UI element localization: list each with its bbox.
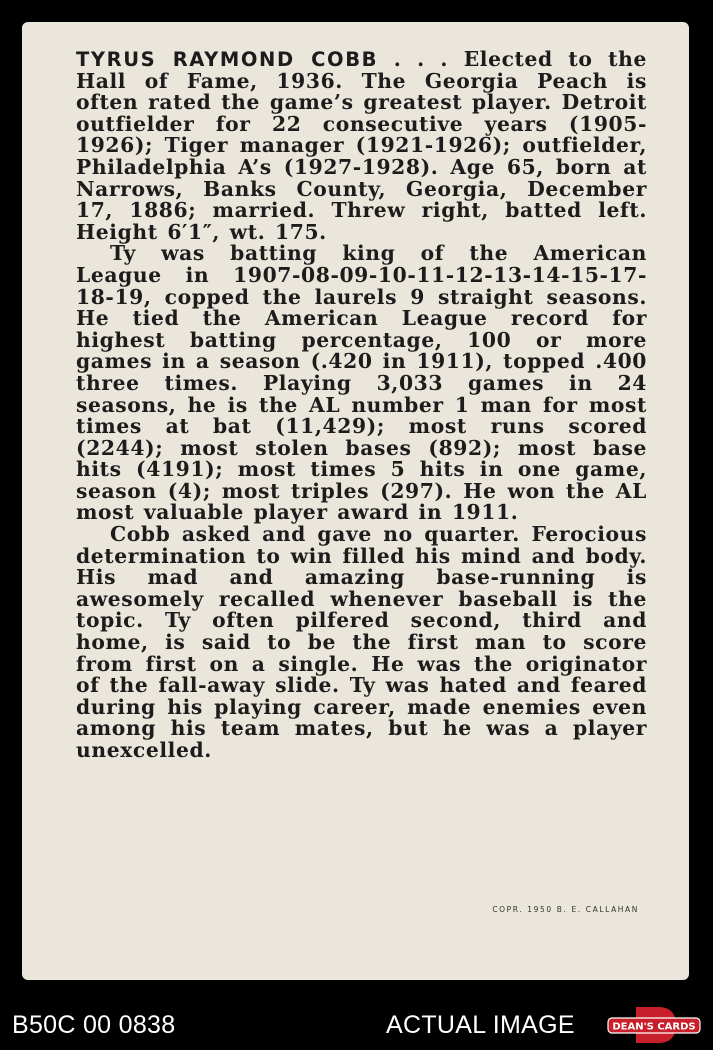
bio-paragraph-2: Ty was batting king of the American League in 1907-08-09-10-11-12-13-14-15-17-18-19, copped the laurels 9 straight seasons. He tied the American League record for highest batting percentage, 100 or more games in a season (.420 in 1911), topped .400 three times. Playing 3,033 games in 24 seasons, he is the AL number 1 man for most times at bat (11,429); most runs scored (2244); most stolen bases (892); most base hits (4191); most times 5 hits in one game, season (4); most triples (297). He won the AL most valuable player award in 1911.	[76, 241, 647, 525]
player-name-heading: TYRUS RAYMOND COBB	[76, 48, 379, 71]
bio-paragraph-1	[76, 49, 647, 243]
bio-paragraph-3: Cobb asked and gave no quarter. Ferocious determination to win filled his mind and body. His mad and amazing base-running is awesomely recalled whenever baseball is the topic. Ty often pilfered second, third and home, is said to be the first man to score from first on a single. He was the originator of the fall-away slide. Ty was hated and feared during his playing career, made enemies even among his team mates, but he was a player unexcelled.	[76, 522, 647, 762]
card-bio-text	[76, 49, 647, 762]
bio-paragraph-1-text: . . . Elected to the Hall of Fame, 1936. The Georgia Peach is often rated the game’s greatest player. Detroit outfielder for 22 consecutive years (1905-1926); Tiger manager (1921-1926); outfielder, Philadelphia A’s (1927-1928). Age 65, born at Narrows, Banks County, Georgia, December 17, 1886; married. Threw right, batted left. Height 6′1″, wt. 175.	[76, 47, 647, 244]
copyright-notice: COPR. 1950 B. E. CALLAHAN	[492, 905, 639, 914]
deans-cards-logo	[606, 1005, 702, 1045]
actual-image-label: ACTUAL IMAGE	[386, 1011, 575, 1039]
item-id-label: B50C 00 0838	[12, 1011, 176, 1039]
card-back	[22, 22, 689, 980]
svg-text:DEAN'S CARDS: DEAN'S CARDS	[612, 1021, 696, 1033]
